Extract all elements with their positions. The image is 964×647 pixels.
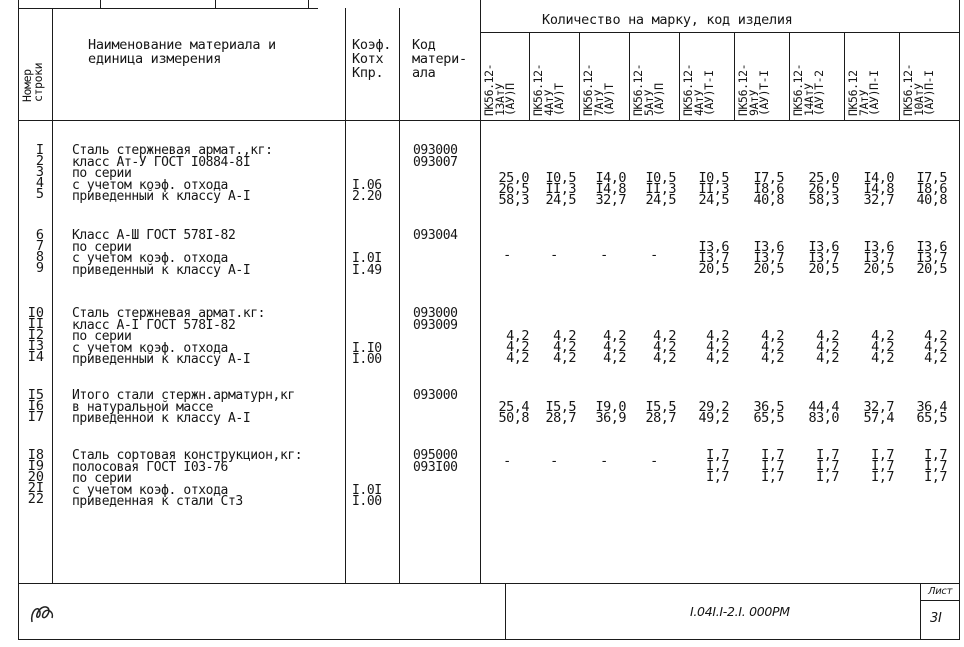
quantity-value: I,7 I,7 I,7 (706, 447, 729, 485)
material-description: Сталь стержневая армат.кг: класс А-I ГОСТ 578I-82 по серии с учетом коэф. отхода приведенный к классу А-I (72, 306, 266, 367)
col-line (679, 32, 680, 120)
quantity-value: I,7 I,7 I,7 (761, 447, 784, 485)
quantity-value: I,7 I,7 I,7 (816, 447, 839, 485)
header-material-code: Код матери- ала (412, 37, 467, 81)
footer-divider (920, 583, 921, 640)
product-column-header: ПК56.12- 9АтУ (АУ)Т-I (736, 63, 771, 116)
quantity-value: I7,5 I8,6 40,8 (916, 170, 947, 208)
quantity-value: 25,0 26,5 58,3 (498, 170, 529, 208)
quantity-value: I3,6 I3,7 20,5 (863, 239, 894, 277)
product-column-header: ПК56.12 7АтУ (АУ)П-I (846, 70, 881, 116)
footer-top-line (18, 583, 960, 584)
coefficient-values: I.I0 I.00 (352, 340, 382, 367)
material-description: Итого стали стержн.арматурн,кг в натуральной массе приведенной к классу А-I (72, 388, 295, 426)
quantity-value: 36,4 65,5 (916, 399, 947, 426)
quantity-value: I3,6 I3,7 20,5 (808, 239, 839, 277)
quantity-value: I4,0 I4,8 32,7 (595, 170, 626, 208)
col-line (529, 32, 530, 120)
quantity-value: I0,5 II,3 24,5 (645, 170, 676, 208)
quantity-value: - (550, 247, 558, 263)
product-column-header: ПК56.12- 5АтУ (АУ)П (631, 63, 666, 116)
quantity-value: - (650, 247, 658, 263)
col-line (789, 32, 790, 120)
quantity-value: I9,0 36,9 (595, 399, 626, 426)
quantity-value: - (503, 247, 511, 263)
material-codes: 093000 093007 (413, 143, 458, 170)
row-numbers: I5 I6 I7 (27, 387, 44, 425)
col-line (734, 32, 735, 120)
material-description: Класс А-Ш ГОСТ 578I-82 по серии с учетом коэф. отхода приведенный к классу А-I (72, 228, 251, 278)
coefficient-values: I.06 2.20 (352, 177, 382, 204)
footer-divider (505, 583, 506, 640)
material-codes: 093004 (413, 228, 458, 243)
quantity-value: I5,5 28,7 (545, 399, 576, 426)
top-stub-line (18, 8, 318, 9)
col-line (399, 8, 400, 583)
col-line (899, 32, 900, 120)
material-description: Сталь сортовая конструкцион,кг: полосовая ГОСТ I03-76 по серии с учетом коэф. отхода приведенная к стали Ст3 (72, 448, 303, 509)
quantity-value: 4,2 4,2 4,2 (871, 328, 894, 366)
quantity-value: - (600, 247, 608, 263)
quantity-value: 4,2 4,2 4,2 (553, 328, 576, 366)
quantity-value: I3,6 I3,7 20,5 (916, 239, 947, 277)
header-material-name: Наименование материала и единица измерения (88, 37, 276, 67)
col-line (52, 8, 53, 583)
quantity-value: 25,0 26,5 58,3 (808, 170, 839, 208)
footer-sheet-line (920, 600, 960, 601)
top-stub-divider (215, 0, 216, 8)
quantity-value: 4,2 4,2 4,2 (924, 328, 947, 366)
col-line (579, 32, 580, 120)
header-sub-line (480, 32, 960, 33)
quantity-value: 44,4 83,0 (808, 399, 839, 426)
product-column-header: ПК56.12- 14АтУ (АУ)Т-2 (791, 63, 826, 116)
col-line (844, 32, 845, 120)
sheet-label: Лист (928, 586, 953, 597)
quantity-value: I0,5 II,3 24,5 (698, 170, 729, 208)
col-line (629, 32, 630, 120)
header-row-number: Номер строки (20, 62, 45, 102)
quantity-value: 4,2 4,2 4,2 (761, 328, 784, 366)
header-quantity-title: Количество на марку, код изделия (542, 12, 793, 28)
coefficient-values: I.0I I.49 (352, 251, 382, 278)
quantity-value: 25,4 50,8 (498, 399, 529, 426)
quantity-value: I5,5 28,7 (645, 399, 676, 426)
top-stub-divider (308, 0, 309, 8)
top-stub-divider (100, 0, 101, 8)
quantity-value: 29,2 49,2 (698, 399, 729, 426)
row-numbers: I8 I9 20 2I 22 (27, 447, 44, 507)
row-numbers: I 2 3 4 5 (35, 142, 44, 202)
sheet-number: 3I (930, 611, 942, 626)
row-numbers: I0 II I2 I3 I4 (27, 305, 44, 365)
quantity-value: I0,5 II,3 24,5 (545, 170, 576, 208)
quantity-value: 32,7 57,4 (863, 399, 894, 426)
quantity-value: 4,2 4,2 4,2 (706, 328, 729, 366)
document-code: I.04I.I-2.I. 000РМ (690, 604, 790, 619)
quantity-value: 4,2 4,2 4,2 (816, 328, 839, 366)
col-line (345, 8, 346, 583)
product-column-header: ПК56.12- 13АтУ (АУ)П (482, 63, 517, 116)
quantity-value: - (650, 453, 658, 469)
quantity-value: I,7 I,7 I,7 (924, 447, 947, 485)
quantity-value: I7,5 I8,6 40,8 (753, 170, 784, 208)
material-description: Сталь стержневая армат.,кг: класс Ат-У ГОСТ I0884-8I по серии с учетом коэф. отхода приведенный к классу А-I (72, 143, 273, 204)
quantity-value: 4,2 4,2 4,2 (506, 328, 529, 366)
material-codes: 093000 (413, 388, 458, 403)
product-column-header: ПК56.12- 10АтУ (АУ)П-I (901, 63, 936, 116)
quantity-value: I,7 I,7 I,7 (871, 447, 894, 485)
quantity-value: I4,0 I4,8 32,7 (863, 170, 894, 208)
quantity-value: I3,6 I3,7 20,5 (698, 239, 729, 277)
header-coefficient: Коэф. Котх Кпр. (352, 37, 392, 81)
material-codes: 093000 093009 (413, 306, 458, 333)
header-bottom-line (18, 120, 960, 121)
material-codes: 095000 093I00 (413, 448, 458, 475)
quantity-value: - (550, 453, 558, 469)
row-numbers: 6 7 8 9 (35, 227, 44, 276)
quantity-value: 36,5 65,5 (753, 399, 784, 426)
quantity-value: I3,6 I3,7 20,5 (753, 239, 784, 277)
product-column-header: ПК56.12- 7АтУ (АУ)Т (581, 63, 616, 116)
col-line (480, 0, 481, 583)
quantity-value: 4,2 4,2 4,2 (603, 328, 626, 366)
signature-mark (28, 598, 58, 630)
quantity-value: 4,2 4,2 4,2 (653, 328, 676, 366)
coefficient-values: I.0I I.00 (352, 482, 382, 509)
product-column-header: ПК56.12- 4АтУ (АУ)Т (531, 63, 566, 116)
product-column-header: ПК56.12- 4АтУ (АУ)Т-I (681, 63, 716, 116)
quantity-value: - (600, 453, 608, 469)
quantity-value: - (503, 453, 511, 469)
